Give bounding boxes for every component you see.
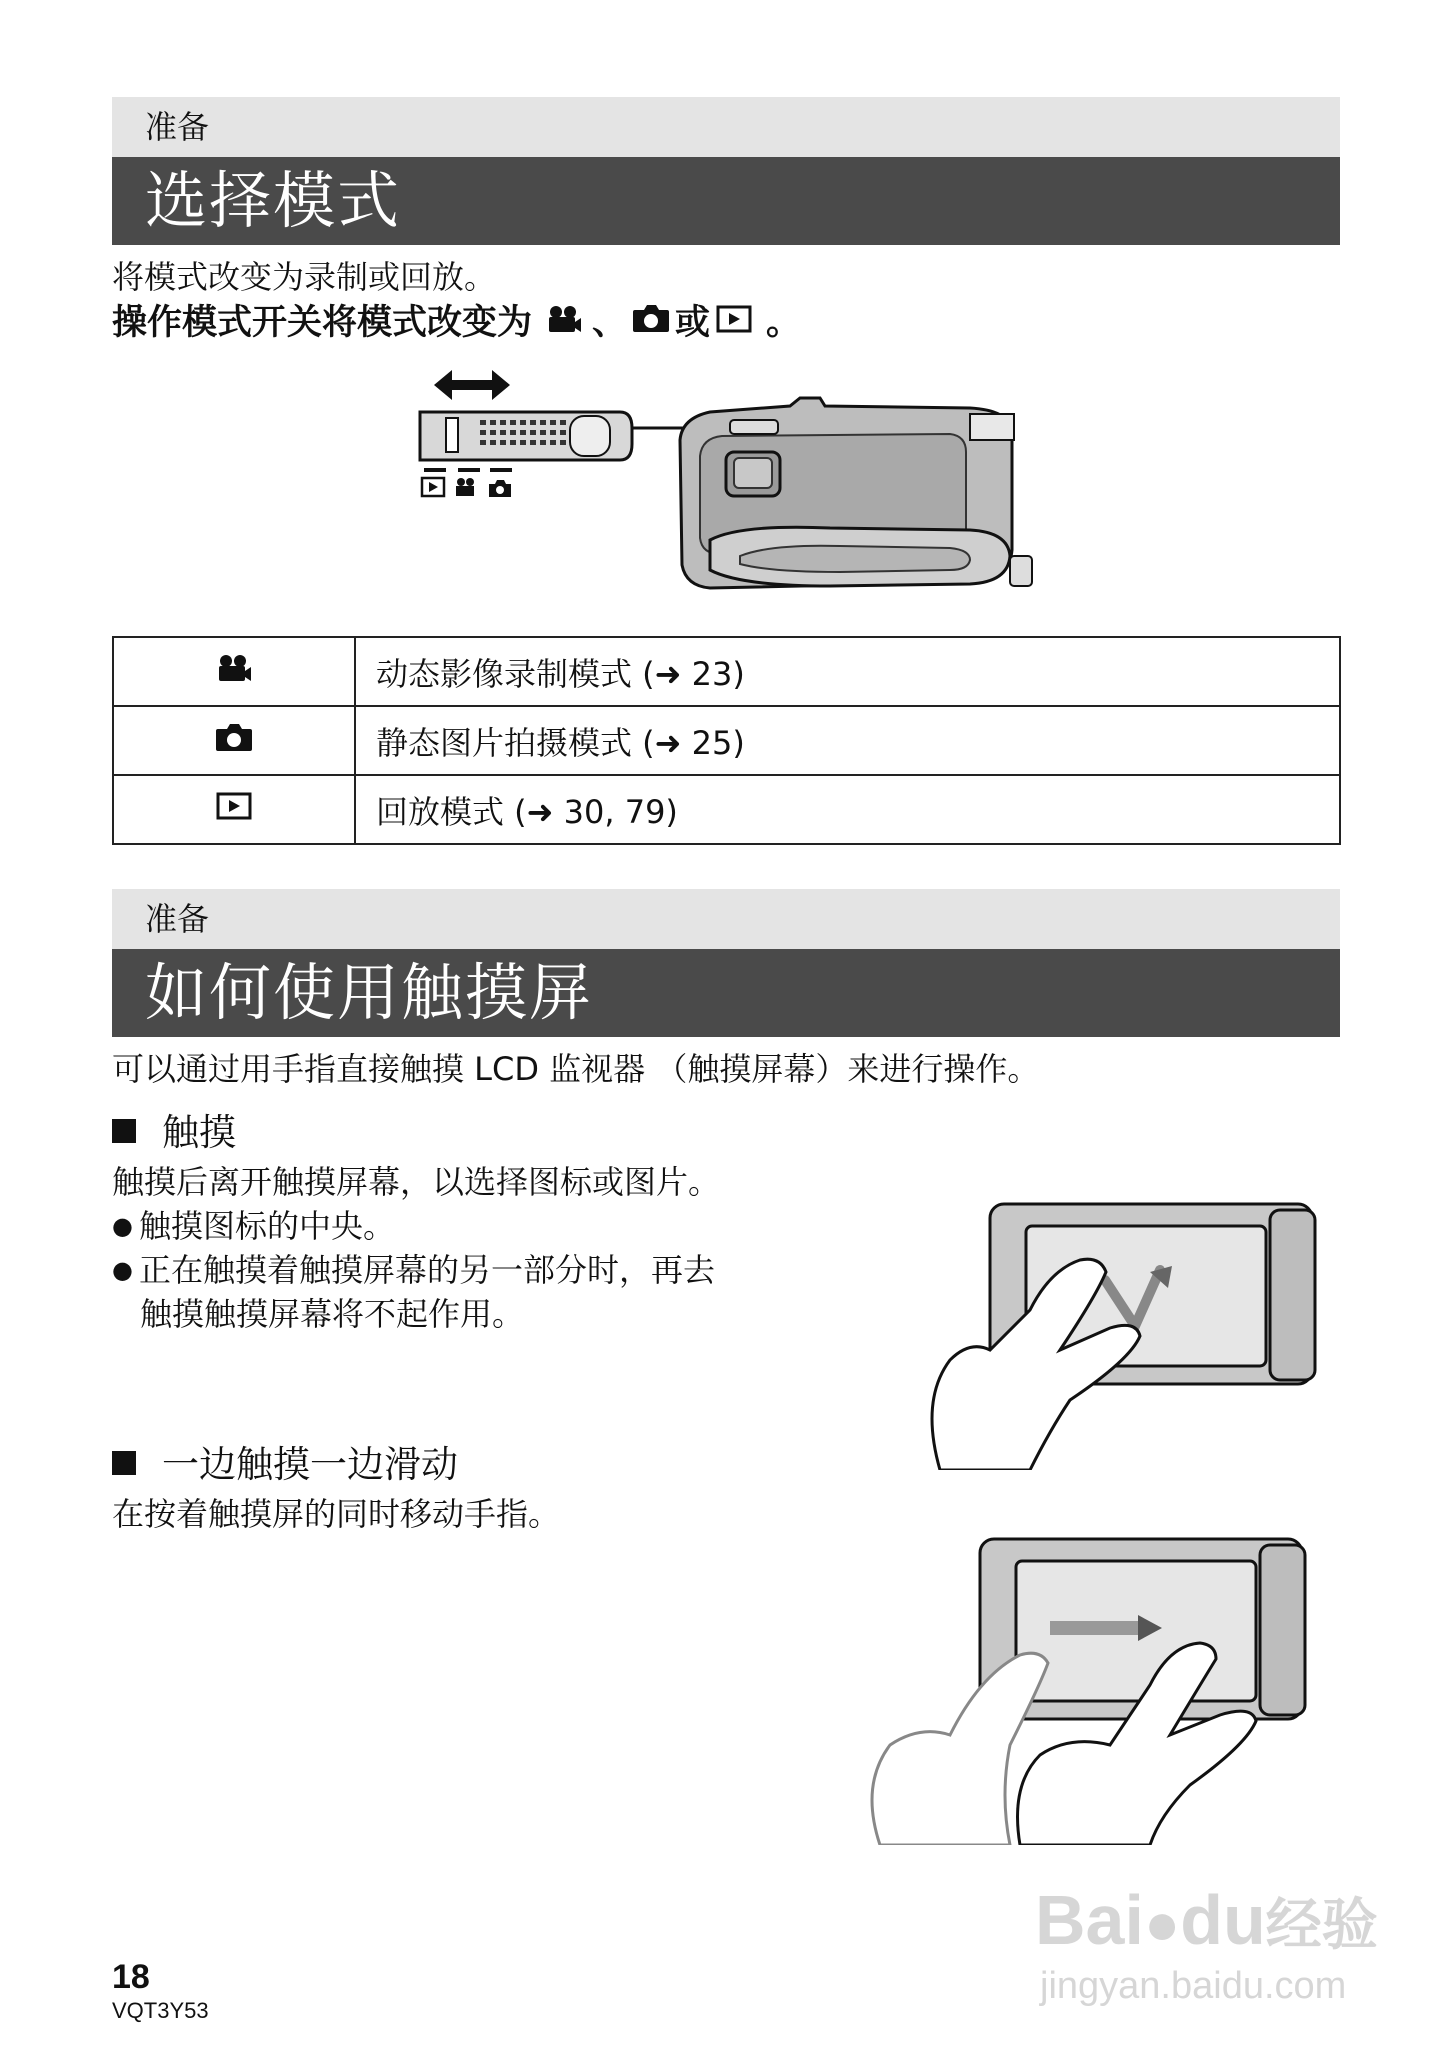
instruction-or: 或	[675, 303, 711, 343]
play-icon	[716, 300, 752, 346]
prep-bar-1	[112, 97, 1340, 157]
table-row	[113, 637, 1340, 706]
prep-label-1: 准备	[145, 108, 210, 146]
page-number: 18	[112, 1958, 150, 1996]
mode-icon-cell	[113, 775, 355, 844]
double-arrow-icon	[434, 370, 510, 400]
mode-switch-slider	[420, 412, 632, 472]
prep-label-2: 准备	[145, 900, 210, 938]
mode-description: 静态图片拍摄模式 (➜ 25)	[355, 706, 1340, 775]
table-row	[113, 775, 1340, 844]
instruction-prefix: 操作模式开关将模式改变为	[112, 303, 533, 343]
touch-bullet-1: ● 触摸图标的中央。	[112, 1204, 395, 1248]
square-bullet-icon	[112, 1119, 136, 1143]
mode-description: 回放模式 (➜ 30, 79)	[355, 775, 1340, 844]
section-title-select-mode: 选择模式	[145, 164, 402, 237]
camcorder-body	[680, 398, 1032, 588]
video-camera-icon	[546, 300, 582, 346]
camera-icon	[214, 721, 254, 753]
model-code: VQT3Y53	[112, 1998, 209, 2023]
mode-instruction	[112, 300, 801, 346]
instruction-sep: 、	[592, 303, 628, 343]
touch-gesture-illustration	[910, 1200, 1320, 1470]
section-title-touch-screen: 如何使用触摸屏	[145, 956, 594, 1029]
baidu-watermark: Bai●du经验	[1035, 1881, 1378, 1959]
mode-icon-cell	[113, 637, 355, 706]
touch-bullet-2: ● 正在触摸着触摸屏幕的另一部分时，再去	[112, 1248, 715, 1292]
mode-table	[112, 636, 1341, 845]
watermark-url: jingyan.baidu.com	[1040, 1965, 1347, 2007]
slide-gesture-illustration	[860, 1535, 1320, 1845]
square-bullet-icon	[112, 1451, 136, 1475]
touch-bullet-2-cont: 触摸触摸屏幕将不起作用。	[140, 1295, 525, 1333]
play-icon	[216, 791, 252, 821]
mode-description: 动态影像录制模式 (➜ 23)	[355, 637, 1340, 706]
switch-position-icons	[422, 478, 511, 497]
table-row	[113, 706, 1340, 775]
instruction-end: 。	[766, 303, 802, 343]
slide-description: 在按着触摸屏的同时移动手指。	[112, 1495, 561, 1533]
camcorder-mode-switch-illustration	[410, 360, 1040, 610]
intro-select-mode: 将模式改变为录制或回放。	[112, 258, 497, 296]
paw-icon: ●	[1143, 1890, 1181, 1957]
mode-icon-cell	[113, 706, 355, 775]
intro-touch-screen: 可以通过用手指直接触摸 LCD 监视器 （触摸屏幕）来进行操作。	[112, 1050, 1040, 1088]
touch-description: 触摸后离开触摸屏幕，以选择图标或图片。	[112, 1163, 721, 1201]
subheading-touch: 触摸	[112, 1108, 236, 1158]
camera-icon	[631, 300, 671, 346]
subheading-slide: 一边触摸一边滑动	[112, 1440, 458, 1490]
prep-bar-2	[112, 889, 1340, 949]
video-camera-icon	[216, 653, 252, 683]
